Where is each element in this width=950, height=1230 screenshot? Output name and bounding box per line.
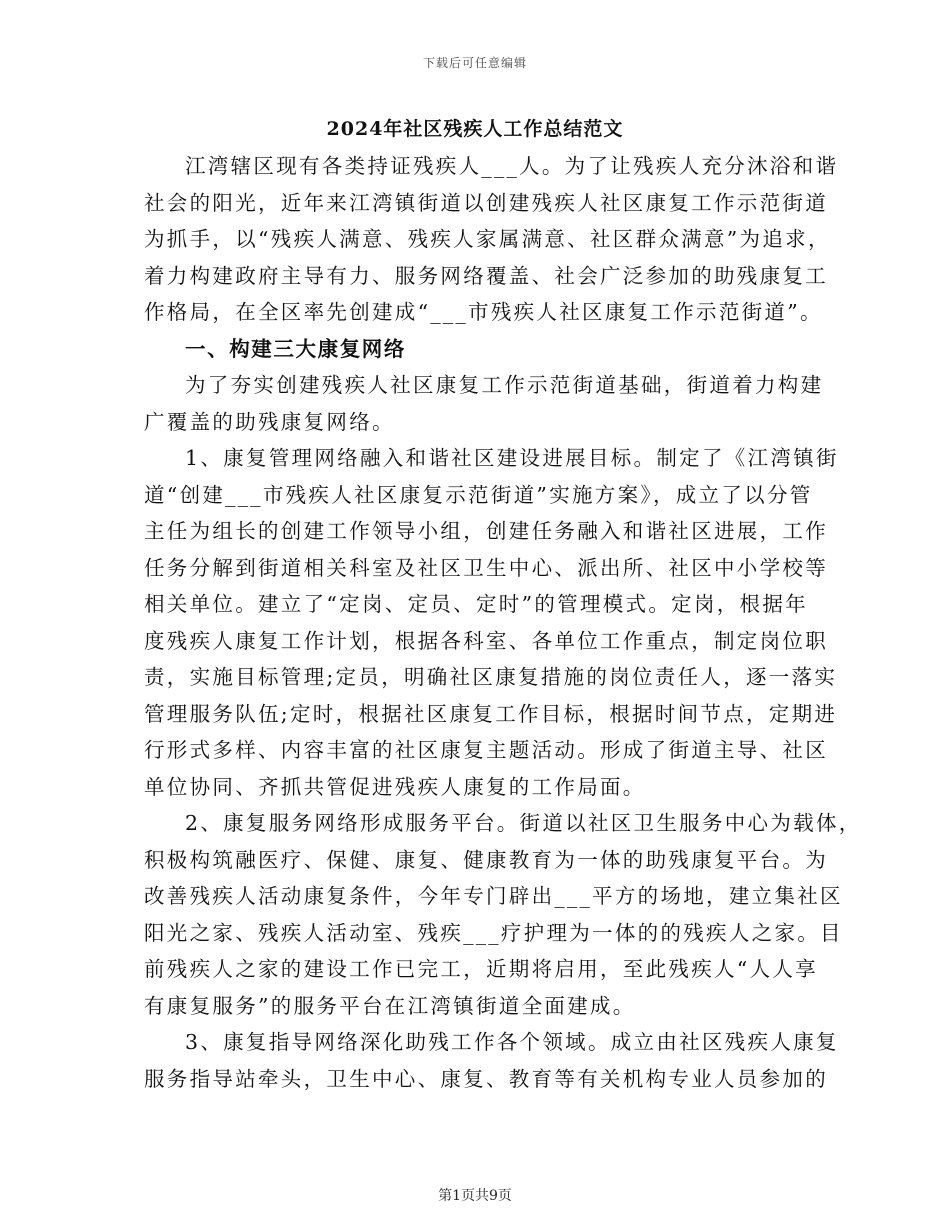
text-line: 积极构筑融医疗、保健、康复、健康教育为一体的助残康复平台。为: [144, 847, 828, 872]
item-1-paragraph: [144, 440, 839, 805]
text-line: 社会的阳光，近年来江湾镇街道以创建残疾人社区康复工作示范街道: [144, 190, 828, 215]
text-line: 2、康复服务网络形成服务平台。街道以社区卫生服务中心为载体，: [185, 811, 862, 835]
section-heading: [144, 331, 824, 368]
text-line: 着力构建政府主导有力、服务网络覆盖、社会广泛参加的助残康复工: [144, 263, 828, 288]
text-line: 任务分解到街道相关科室及社区卫生中心、派出所、社区中小学校等: [144, 555, 828, 580]
item-3-paragraph: [144, 1024, 839, 1097]
text-line: 主任为组长的创建工作领导小组，创建任务融入和谐社区进展，工作: [144, 519, 828, 543]
text-line: 服务指导站牵头，卫生中心、康复、教育等有关机构专业人员参加的: [144, 1066, 828, 1091]
text-line: 一、构建三大康复网络: [185, 336, 406, 361]
text-line: 为抓手，以“残疾人满意、残疾人家属满意、社区群众满意”为追求，: [144, 227, 831, 251]
text-line: 前残疾人之家的建设工作已完工，近期将启用，至此残疾人“人人享: [144, 957, 818, 981]
intro-paragraph: [144, 148, 839, 331]
item-2-paragraph: [144, 805, 862, 1024]
text-line: 相关单位。建立了“定岗、定员、定时”的管理模式。定岗，根据年: [144, 592, 808, 616]
text-line: 3、康复指导网络深化助残工作各个领域。成立由社区残疾人康复: [185, 1030, 839, 1054]
section-intro-paragraph: [144, 367, 824, 440]
text-line: 为了夯实创建残疾人社区康复工作示范街道基础，街道着力构建: [185, 373, 824, 397]
page-header: 下载后可任意编辑: [422, 56, 527, 70]
text-line: 行形式多样、内容丰富的社区康复主题活动。形成了街道主导、社区: [144, 738, 828, 762]
text-line: 作格局，在全区率先创建成“___市残疾人社区康复工作示范街道”。: [144, 300, 823, 324]
text-line: 度残疾人康复工作计划，根据各科室、各单位工作重点，制定岗位职: [144, 628, 828, 653]
text-line: 1、康复管理网络融入和谐社区建设进展目标。制定了《江湾镇街: [185, 446, 839, 470]
text-line: 有康复服务”的服务平台在江湾镇街道全面建成。: [144, 993, 636, 1018]
text-line: 广覆盖的助残康复网络。: [144, 409, 395, 434]
text-line: 单位协同、齐抓共管促进残疾人康复的工作局面。: [144, 774, 646, 799]
text-line: 管理服务队伍;定时，根据社区康复工作目标，根据时间节点，定期进: [144, 701, 838, 726]
text-line: 江湾辖区现有各类持证残疾人___人。为了让残疾人充分沐浴和谐: [185, 154, 839, 178]
document-title: 2024年社区残疾人工作总结范文: [326, 118, 624, 140]
text-line: 责，实施目标管理;定员，明确社区康复措施的岗位责任人，逐一落实: [144, 665, 838, 689]
text-line: 阳光之家、残疾人活动室、残疾___疗护理为一体的的残疾人之家。目: [144, 920, 843, 945]
page-footer: 第1页共9页: [438, 1188, 512, 1204]
text-line: 改善残疾人活动康复条件，今年专门辟出___平方的场地，建立集社区: [144, 884, 843, 908]
document-body: [144, 148, 862, 1097]
text-line: 道“创建___市残疾人社区康复示范街道”实施方案》，成立了以分管: [144, 482, 813, 507]
